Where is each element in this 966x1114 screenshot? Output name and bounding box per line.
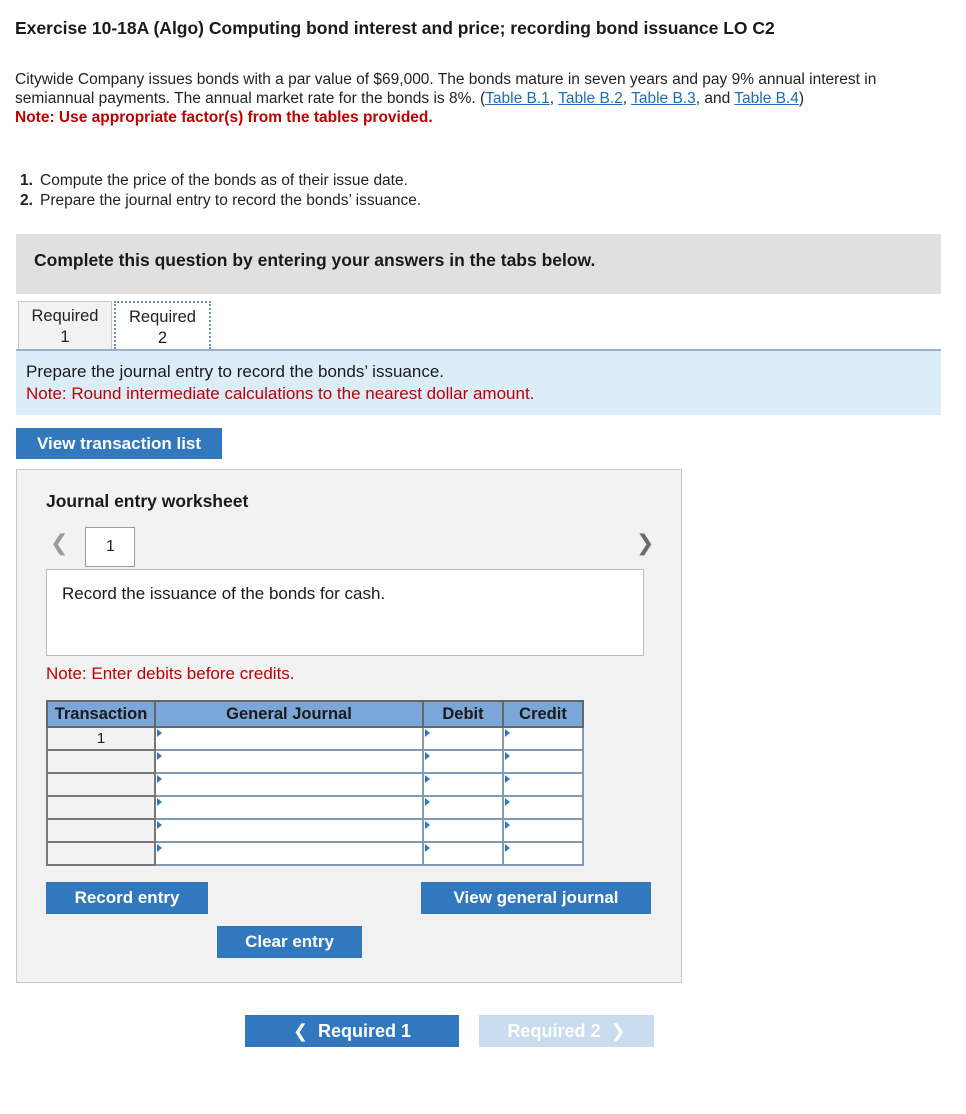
credit-input[interactable] bbox=[503, 796, 583, 819]
table-row bbox=[47, 796, 583, 819]
table-row bbox=[47, 773, 583, 796]
link-table-b4[interactable]: Table B.4 bbox=[734, 90, 799, 107]
debit-input[interactable] bbox=[423, 727, 503, 750]
transaction-description: Record the issuance of the bonds for cash. bbox=[62, 584, 386, 603]
column-header-transaction: Transaction bbox=[47, 701, 155, 727]
record-entry-button[interactable]: Record entry bbox=[46, 882, 208, 914]
tab-required-2[interactable]: Required 2 bbox=[114, 301, 211, 349]
view-general-journal-button[interactable]: View general journal bbox=[421, 882, 651, 914]
debit-input[interactable] bbox=[423, 819, 503, 842]
link-table-b1[interactable]: Table B.1 bbox=[485, 90, 550, 107]
tab-required-1[interactable]: Required 1 bbox=[18, 301, 112, 349]
worksheet-page-number[interactable]: 1 bbox=[85, 527, 135, 567]
problem-statement: Citywide Company issues bonds with a par value of $69,000. The bonds mature in seven years and pay 9% annual interest in semiannual payments. The annual market rate for the bonds is 8%. (Table B.1, Table B.2, Table B.3, and Table B.4) Note: Use appropriate factor(s) from the tables provided. bbox=[15, 70, 951, 127]
task-item: 1. Compute the price of the bonds as of their issue date. bbox=[20, 172, 408, 189]
transaction-cell: 1 bbox=[47, 727, 155, 750]
transaction-cell bbox=[47, 796, 155, 819]
worksheet-note: Note: Enter debits before credits. bbox=[46, 664, 295, 683]
debit-input[interactable] bbox=[423, 796, 503, 819]
problem-note: Note: Use appropriate factor(s) from the tables provided. bbox=[15, 109, 433, 126]
transaction-cell bbox=[47, 750, 155, 773]
transaction-cell bbox=[47, 842, 155, 865]
credit-input[interactable] bbox=[503, 727, 583, 750]
instruction-banner bbox=[16, 234, 941, 294]
link-table-b3[interactable]: Table B.3 bbox=[631, 90, 696, 107]
journal-table bbox=[46, 700, 584, 866]
debit-input[interactable] bbox=[423, 773, 503, 796]
account-input[interactable] bbox=[155, 773, 423, 796]
problem-text: Citywide Company issues bonds with a par value of $69,000. The bonds mature in seven years and pay 9% annual interest in semiannual payments. The annual market rate for the bonds is 8%. ( bbox=[15, 71, 877, 107]
chevron-left-icon: ❮ bbox=[292, 1021, 319, 1041]
task-item: 2. Prepare the journal entry to record the bonds’ issuance. bbox=[20, 192, 422, 209]
credit-input[interactable] bbox=[503, 773, 583, 796]
credit-input[interactable] bbox=[503, 842, 583, 865]
clear-entry-button[interactable]: Clear entry bbox=[217, 926, 362, 958]
account-input[interactable] bbox=[155, 796, 423, 819]
debit-input[interactable] bbox=[423, 842, 503, 865]
banner-text: Complete this question by entering your answers in the tabs below. bbox=[34, 250, 596, 270]
transaction-cell bbox=[47, 819, 155, 842]
tab-instructions bbox=[16, 351, 941, 415]
worksheet-title: Journal entry worksheet bbox=[46, 491, 249, 511]
next-required-button[interactable]: Required 2 ❯ bbox=[479, 1015, 654, 1047]
chevron-left-icon[interactable]: ❮ bbox=[50, 530, 69, 555]
credit-input[interactable] bbox=[503, 750, 583, 773]
account-input[interactable] bbox=[155, 750, 423, 773]
view-transaction-list-button[interactable]: View transaction list bbox=[16, 428, 222, 459]
credit-input[interactable] bbox=[503, 819, 583, 842]
account-input[interactable] bbox=[155, 727, 423, 750]
column-header-general-journal: General Journal bbox=[155, 701, 423, 727]
table-row bbox=[47, 727, 583, 750]
exercise-title: Exercise 10-18A (Algo) Computing bond interest and price; recording bond issuance LO C2 bbox=[15, 18, 775, 38]
instruction-text: Prepare the journal entry to record the bonds’ issuance. bbox=[26, 362, 445, 381]
task-list bbox=[20, 171, 421, 211]
account-input[interactable] bbox=[155, 819, 423, 842]
account-input[interactable] bbox=[155, 842, 423, 865]
transaction-cell bbox=[47, 773, 155, 796]
link-table-b2[interactable]: Table B.2 bbox=[558, 90, 623, 107]
debit-input[interactable] bbox=[423, 750, 503, 773]
instruction-note: Note: Round intermediate calculations to the nearest dollar amount. bbox=[26, 384, 535, 403]
transaction-description-box bbox=[46, 569, 644, 656]
column-header-debit: Debit bbox=[423, 701, 503, 727]
table-row bbox=[47, 842, 583, 865]
table-row bbox=[47, 750, 583, 773]
previous-required-button[interactable]: ❮ Required 1 bbox=[245, 1015, 459, 1047]
chevron-right-icon: ❯ bbox=[600, 1021, 626, 1041]
chevron-right-icon[interactable]: ❯ bbox=[636, 530, 655, 555]
column-header-credit: Credit bbox=[503, 701, 583, 727]
table-row bbox=[47, 819, 583, 842]
